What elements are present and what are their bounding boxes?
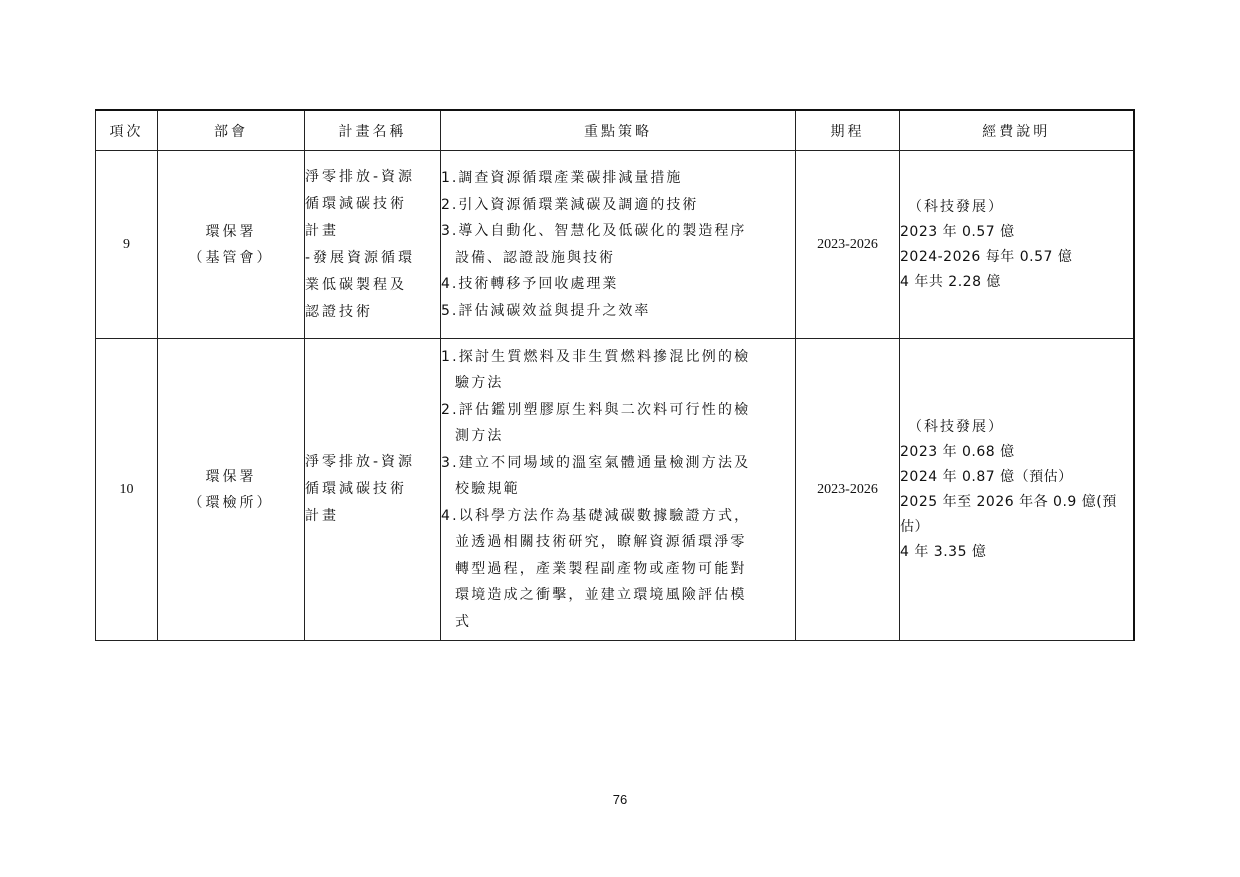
header-row (96, 110, 1134, 151)
row-dept (158, 339, 305, 641)
dept-line: （基管會） (188, 249, 274, 266)
dept-line: 環保署 (205, 468, 257, 485)
row-period: 2023-2026 (796, 151, 900, 339)
strategy-line: 環境造成之衝擊，並建立環境風險評估模 (455, 587, 747, 604)
header-funding: 經費說明 (900, 110, 1134, 151)
row-funding (900, 151, 1134, 339)
funding-line: 4 年 3.35 億 (900, 543, 987, 560)
header-plan-name: 計畫名稱 (305, 110, 441, 151)
strategy-line: 轉型過程，產業製程副產物或產物可能對 (455, 560, 747, 577)
table-row (96, 151, 1134, 339)
funding-line: （科技發展） (908, 418, 1004, 435)
plan-name-line: 淨零排放-資源 (305, 454, 416, 470)
funding-line: 2025 年至 2026 年各 0.9 億(預 (900, 493, 1117, 510)
plan-name-line: 循環減碳技術 (305, 195, 407, 212)
header-dept: 部會 (158, 110, 305, 151)
strategy-line: 1.探討生質燃料及非生質燃料摻混比例的檢 (441, 348, 751, 365)
strategy-line: 設備、認證設施與技術 (455, 249, 615, 266)
strategy-line: 校驗規範 (455, 481, 520, 498)
dept-line: 環保署 (205, 223, 257, 240)
strategy-line: 5.評估減碳效益與提升之效率 (441, 302, 651, 319)
strategy-line: 測方法 (455, 428, 504, 445)
header-strategy: 重點策略 (441, 110, 796, 151)
header-period: 期程 (796, 110, 900, 151)
plan-name-line: 淨零排放-資源 (305, 168, 416, 185)
funding-line: 2024 年 0.87 億（預估） (900, 468, 1073, 485)
funding-line: 2024-2026 每年 0.57 億 (900, 248, 1073, 265)
strategy-line: 4.以科學方法作為基礎減碳數據驗證方式， (441, 507, 751, 524)
strategy-line: 4.技術轉移予回收處理業 (441, 276, 619, 292)
funding-line: 2023 年 0.68 億 (900, 443, 1015, 460)
row-dept (158, 151, 305, 339)
row-period: 2023-2026 (796, 339, 900, 641)
strategy-line: 2.引入資源循環業減碳及調適的技術 (441, 196, 699, 213)
table-row (96, 339, 1134, 641)
dept-line: （環檢所） (188, 494, 274, 511)
plan-name-line: 循環減碳技術 (305, 481, 407, 497)
row-plan-name (305, 151, 441, 339)
plan-name-line: -發展資源循環 (305, 249, 416, 266)
plan-name-line: 認證技術 (305, 303, 373, 320)
row-funding (900, 339, 1134, 641)
strategy-line: 並透過相關技術研究，瞭解資源循環淨零 (455, 534, 747, 551)
strategy-line: 3.導入自動化、智慧化及低碳化的製造程序 (441, 223, 747, 239)
funding-line: （科技發展） (908, 198, 1004, 215)
funding-line: 4 年共 2.28 億 (900, 273, 1001, 290)
strategy-line: 2.評估鑑別塑膠原生料與二次料可行性的檢 (441, 401, 751, 418)
plan-table (95, 109, 1135, 641)
header-index: 項次 (96, 110, 158, 151)
row-index: 10 (96, 339, 158, 641)
strategy-line: 驗方法 (455, 375, 504, 392)
strategy-line: 式 (455, 613, 472, 630)
row-plan-name (305, 339, 441, 641)
funding-line: 2023 年 0.57 億 (900, 223, 1015, 240)
row-strategy (441, 151, 796, 339)
row-strategy (441, 339, 796, 641)
page-number: 76 (612, 792, 628, 807)
strategy-line: 3.建立不同場域的溫室氣體通量檢測方法及 (441, 454, 751, 471)
plan-name-line: 計畫 (305, 508, 339, 524)
row-index: 9 (96, 151, 158, 339)
plan-name-line: 業低碳製程及 (305, 276, 407, 293)
strategy-line: 1.調查資源循環產業碳排減量措施 (441, 170, 683, 186)
funding-line: 估） (900, 518, 929, 535)
plan-name-line: 計畫 (305, 222, 339, 239)
